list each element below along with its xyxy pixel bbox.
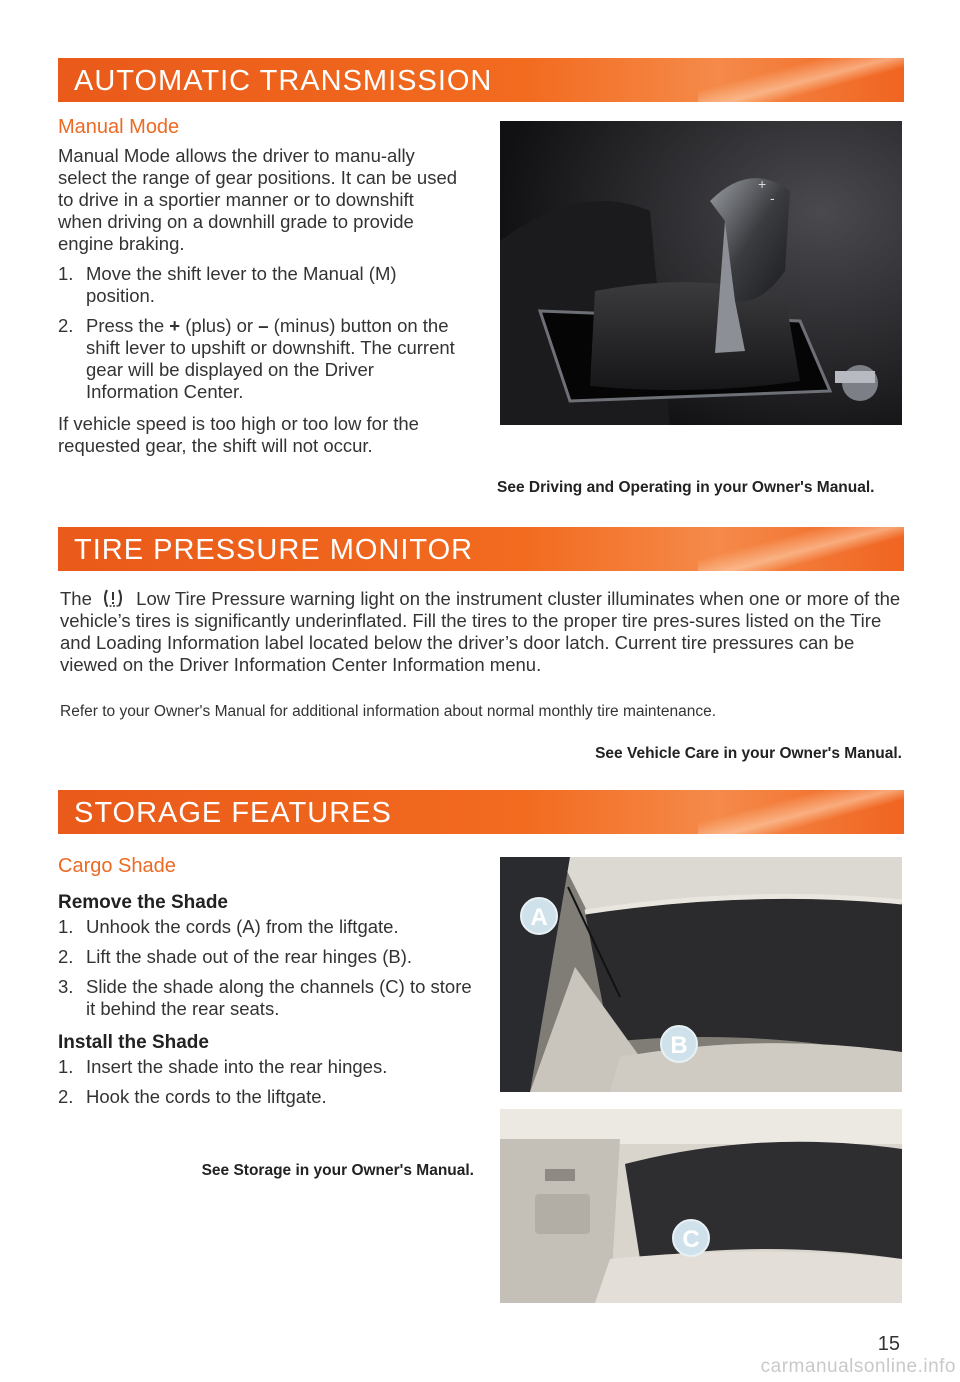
storage-text [58,855,478,1108]
list-number: 1. [58,263,74,284]
list-text: Insert the shade into the rear hinges. [86,1056,388,1077]
list-item [58,1056,478,1078]
page-number: 15 [877,1333,900,1355]
callout-c: C [672,1219,710,1257]
list-text: Lift the shade out of the rear hinges (B). [86,946,412,967]
list-number: 3. [58,976,74,997]
section-title: AUTOMATIC TRANSMISSION [74,65,493,97]
list-text: Press the [86,315,170,336]
list-text: Slide the shade along the channels (C) to store it behind the rear seats. [86,976,472,1019]
manual-mode-intro: Manual Mode allows the driver to manu-ally select the range of gear positions. It can be used to drive in a sportier manner or to downshift when driving on a downhill grade to provide engine braking. [58,145,458,254]
list-text: Unhook the cords (A) from the liftgate. [86,916,399,937]
transmission-reference: See Driving and Operating in your Owner's Manual. [497,479,875,496]
cargo-shade-photo-top [500,857,902,1092]
callout-b: B [660,1025,698,1063]
tire-body-lead: The [60,588,98,609]
list-item [58,976,478,1020]
list-number: 2. [58,315,74,336]
list-number: 1. [58,1056,74,1077]
section-banner-tire [58,527,904,571]
section-title: STORAGE FEATURES [74,797,392,829]
list-number: 2. [58,946,74,967]
shift-lever-illustration [500,121,902,425]
subhead-cargo-shade: Cargo Shade [58,855,176,877]
transmission-text [58,116,458,457]
list-text: (minus) button on the shift lever to upshift or downshift. The current gear will be displayed on the Driver Information Center. [86,315,455,402]
manual-mode-note: If vehicle speed is too high or too low for the requested gear, the shift will not occur. [58,413,419,456]
tire-pressure-warning-icon [101,587,125,607]
section-banner-storage [58,790,904,834]
list-number: 1. [58,916,74,937]
tire-note: Refer to your Owner's Manual for additional information about normal monthly tire maintenance. [60,703,717,720]
list-item [58,1086,478,1108]
section-banner-transmission [58,58,904,102]
list-item [58,315,458,403]
tire-body-text: Low Tire Pressure warning light on the instrument cluster illuminates when one or more of the vehicle’s tires is significantly underinflated. Fill the tires to the proper tire pres-sures listed on the Tire and Loading Information label located below the driver’s door latch. Current tire pressures can be viewed on the Driver Information Center Information menu. [60,588,901,675]
cargo-shade-photo-bottom [500,1109,902,1303]
tire-reference: See Vehicle Care in your Owner's Manual. [595,745,902,762]
tire-body [60,587,906,676]
minus-symbol: – [258,315,269,336]
callout-a: A [520,897,558,935]
watermark: carmanualsonline.info [760,1356,956,1377]
svg-text:+: + [758,176,767,192]
install-shade-head: Install the Shade [58,1032,209,1053]
plus-symbol: + [169,315,181,336]
section-title: TIRE PRESSURE MONITOR [74,534,474,566]
list-item [58,263,458,307]
shift-lever-photo [500,121,902,425]
svg-text:-: - [770,190,775,206]
list-item [58,916,478,938]
cargo-stowed-illustration [500,1109,902,1303]
list-text: (plus) or [180,315,259,336]
cargo-liftgate-illustration [500,857,902,1092]
subhead-manual-mode: Manual Mode [58,116,180,138]
storage-reference: See Storage in your Owner's Manual. [201,1162,474,1179]
list-text: Move the shift lever to the Manual (M) position. [86,263,397,306]
remove-shade-head: Remove the Shade [58,892,228,913]
list-text: Hook the cords to the liftgate. [86,1086,327,1107]
list-number: 2. [58,1086,74,1107]
list-item [58,946,478,968]
